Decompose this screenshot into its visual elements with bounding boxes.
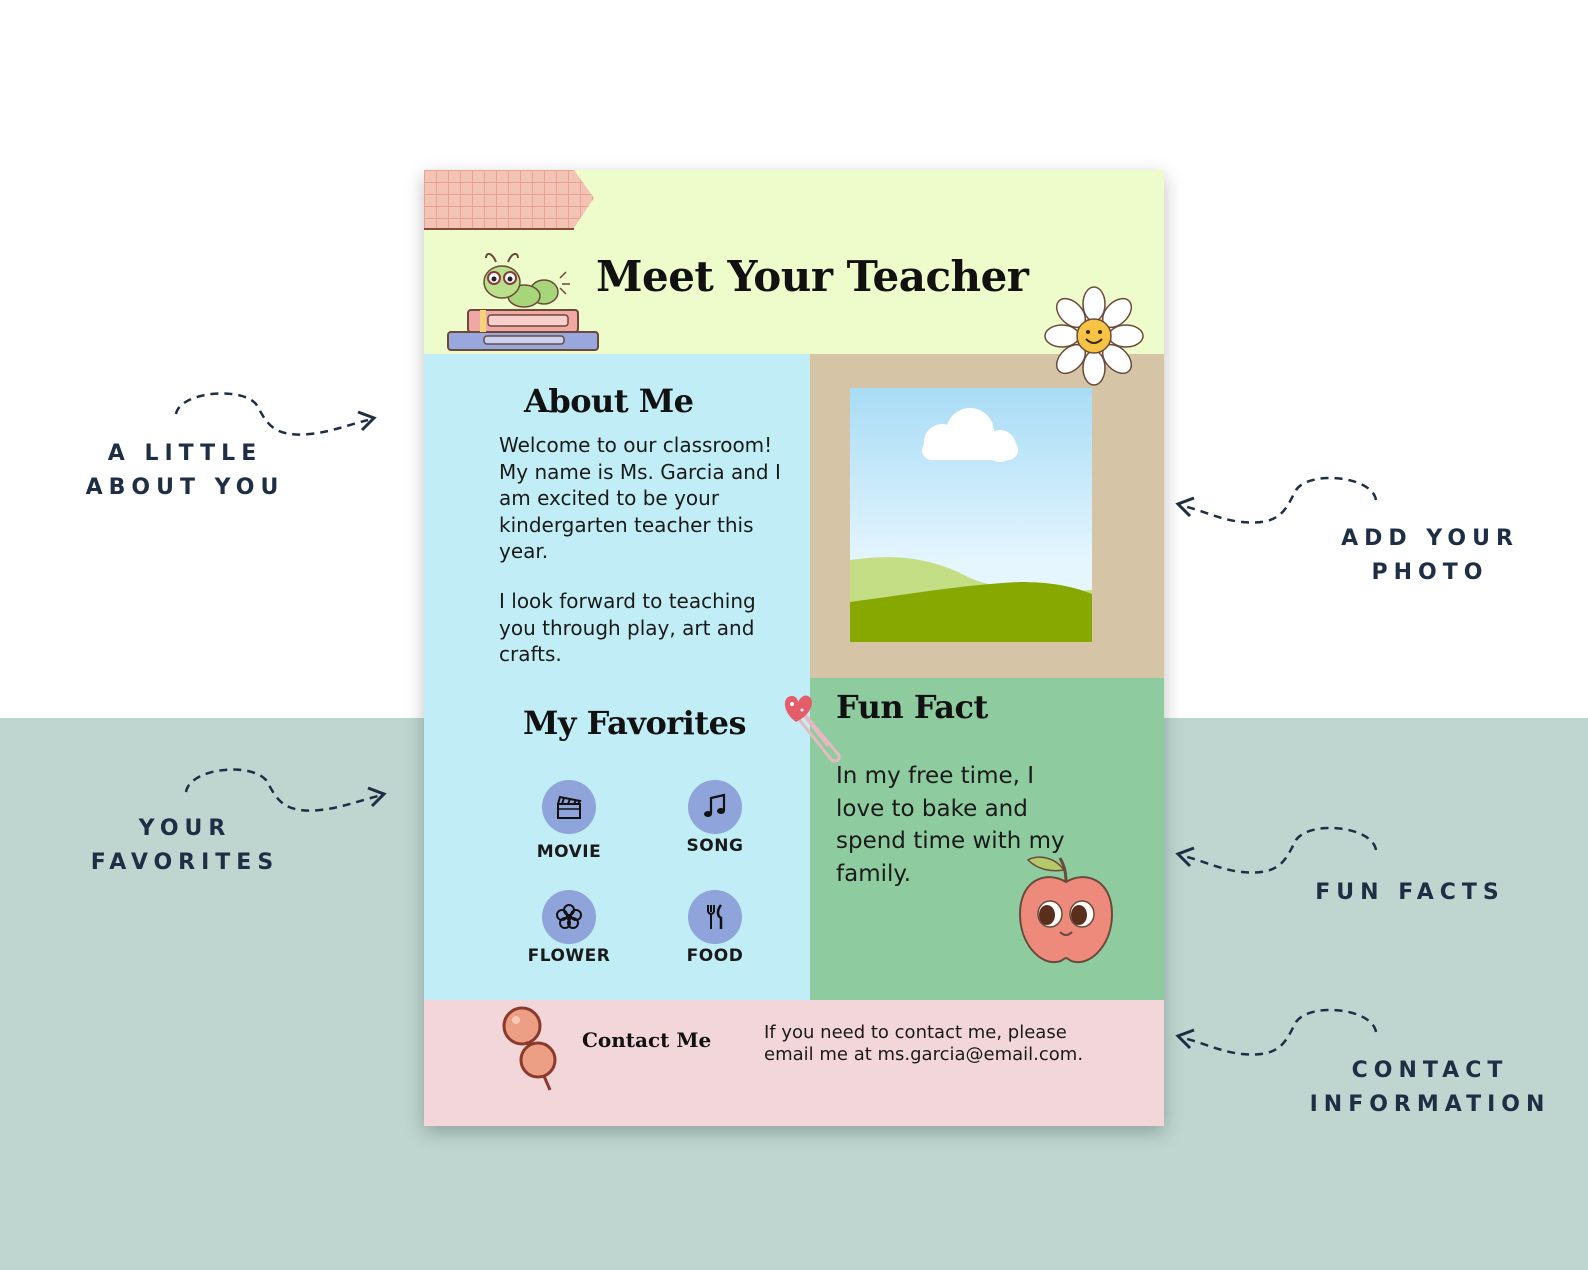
label-line: CONTACT: [1351, 1058, 1509, 1083]
label-line: A LITTLE: [107, 441, 263, 466]
arrow-right-icon: [180, 758, 400, 818]
label-line: YOUR: [138, 816, 232, 841]
label-line: INFORMATION: [1309, 1092, 1551, 1117]
fun-fact-text: In my free time, I love to bake and spend time with my family.: [836, 763, 1065, 887]
washi-tape-icon: [424, 170, 596, 232]
about-heading: About Me: [524, 382, 694, 420]
label-contact-information: [1300, 1054, 1560, 1122]
apple-character-icon: [1016, 852, 1116, 968]
label-line: FAVORITES: [90, 850, 280, 875]
about-paragraph-1: Welcome to our classroom! My name is Ms. Garcia and I am excited to be your kindergarten teacher this year.: [499, 433, 781, 563]
arrow-left-icon: [1170, 818, 1390, 882]
daisy-flower-icon: [1044, 286, 1144, 386]
teacher-sheet: [424, 170, 1164, 1126]
pushpin-icon: [498, 1004, 568, 1094]
contact-text: [764, 1022, 1154, 1066]
flower-icon: [542, 890, 596, 944]
caterpillar-books-icon: [444, 248, 604, 354]
label-your-favorites: [60, 812, 310, 880]
label-little-about-you: [60, 437, 310, 505]
favorites-heading: My Favorites: [523, 704, 746, 742]
fork-knife-icon: [688, 890, 742, 944]
arrow-right-icon: [170, 382, 390, 442]
arrow-left-icon: [1170, 1000, 1390, 1064]
contact-email-line: email me at ms.garcia@email.com.: [764, 1044, 1084, 1065]
landscape-image-icon: [850, 388, 1092, 642]
about-paragraph-2: I look forward to teaching you through play, art and crafts.: [499, 589, 756, 666]
favorite-label-song: SONG: [686, 836, 744, 856]
label-line: ABOUT YOU: [85, 475, 285, 500]
label-line: ADD YOUR: [1341, 526, 1519, 551]
contact-line-1: If you need to contact me, please: [764, 1022, 1067, 1043]
label-line: FUN FACTS: [1315, 880, 1505, 905]
music-note-icon: [688, 780, 742, 834]
fun-fact-heading: Fun Fact: [836, 688, 988, 726]
label-add-your-photo: [1300, 522, 1560, 590]
favorite-label-food: FOOD: [686, 946, 744, 966]
label-line: PHOTO: [1371, 560, 1489, 585]
arrow-left-icon: [1170, 468, 1390, 532]
page-title: Meet Your Teacher: [596, 252, 1029, 301]
favorite-label-flower: FLOWER: [527, 946, 611, 966]
contact-heading: Contact Me: [582, 1028, 712, 1052]
favorite-label-movie: MOVIE: [536, 842, 602, 862]
clapperboard-icon: [542, 780, 596, 834]
photo-placeholder[interactable]: [850, 388, 1092, 642]
